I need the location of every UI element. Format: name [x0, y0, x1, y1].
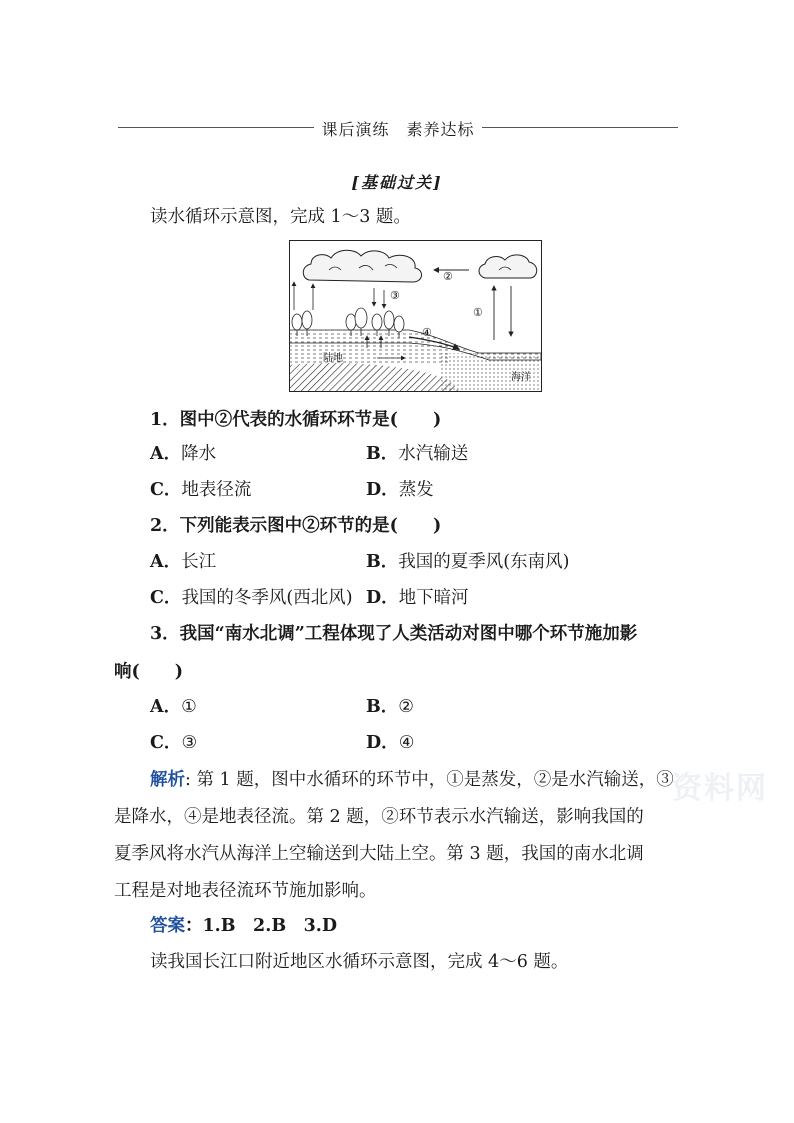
intro-text-1: 读水循环示意图，完成 1～3 题。	[150, 207, 411, 227]
answer-line: 答案：1.B 2.B 3.D	[150, 916, 338, 936]
analysis-line-3: 夏季风将水汽从海洋上空输送到大陆上空。第 3 题，我国的南水北调	[114, 844, 644, 864]
q3-option-b: B．②	[366, 697, 414, 717]
q3-option-d: D．④	[366, 733, 415, 753]
q1-option-d: D．蒸发	[366, 480, 434, 500]
label-3: ③	[390, 289, 400, 302]
page-header	[118, 117, 678, 137]
q2-option-c: C．我国的冬季风(西北风)	[150, 588, 353, 608]
q3-option-a: A．①	[150, 697, 197, 717]
analysis-line-4: 工程是对地表径流环节施加影响。	[114, 881, 377, 901]
header-rule-right	[482, 127, 678, 128]
q3-option-c: C．③	[150, 733, 198, 753]
label-land: 陆地	[323, 353, 343, 364]
q1-option-b: B．水汽输送	[366, 444, 469, 464]
intro-text-2: 读我国长江口附近地区水循环示意图，完成 4～6 题。	[150, 952, 569, 972]
q2-option-b: B．我国的夏季风(东南风)	[366, 552, 570, 572]
q2-option-d: D．地下暗河	[366, 588, 469, 608]
watermark: 资料网	[672, 771, 768, 806]
analysis-label: 解析	[150, 770, 185, 790]
analysis-line-2: 是降水，④是地表径流。第 2 题，②环节表示水汽输送，影响我国的	[114, 807, 644, 827]
label-1: ①	[473, 306, 483, 319]
header-title: 课后演练 素养达标	[321, 120, 475, 139]
question-3-stem-line1: 3．我国“南水北调”工程体现了人类活动对图中哪个环节施加影	[150, 624, 638, 644]
analysis-line-1: 解析: 第 1 题，图中水循环的环节中，①是蒸发，②是水汽输送，③	[150, 770, 674, 790]
question-3-stem-line2: 响( )	[114, 662, 184, 682]
label-2: ②	[443, 270, 453, 283]
q2-option-a: A．长江	[150, 552, 217, 572]
answer-label: 答案	[150, 916, 185, 936]
label-ocean: 海洋	[511, 372, 531, 383]
question-1-stem: 1．图中②代表的水循环环节是( )	[150, 410, 442, 430]
q1-option-a: A．降水	[150, 444, 217, 464]
q1-option-c: C．地表径流	[150, 480, 252, 500]
water-cycle-diagram	[289, 240, 542, 392]
section-title: [基础过关]	[351, 173, 443, 192]
label-4: ④	[422, 326, 432, 339]
question-2-stem: 2．下列能表示图中②环节的是( )	[150, 516, 442, 536]
